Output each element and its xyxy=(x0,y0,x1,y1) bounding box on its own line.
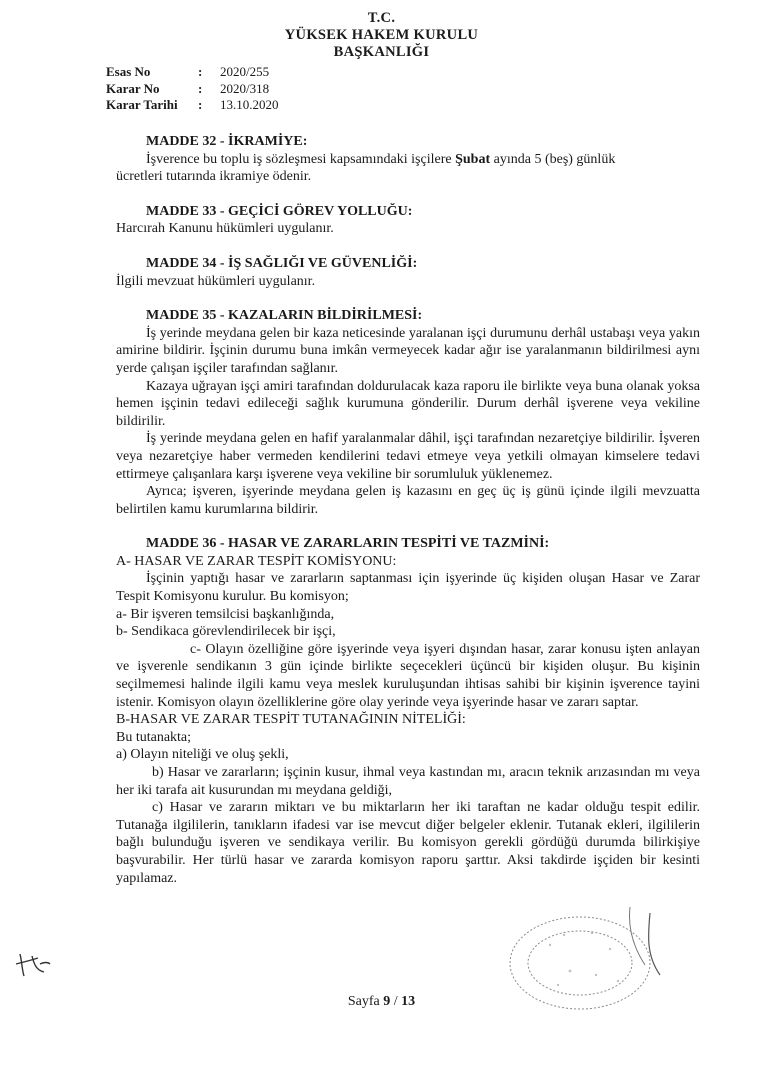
madde-35-title: MADDE 35 - KAZALARIN BİLDİRİLMESİ: xyxy=(146,308,423,324)
madde-36-list-item: c) Hasar ve zararın miktarı ve bu miktarların her iki taraftan ne kadar olduğu tespit edilir. Tutanağa ilgililerin, tanıkların ifadesi var ise mevcut diğer belgeler eklenir. Tutanak ekleri, ilgililerin bağlı bulunduğu işveren ve sendikaya verilir. Bu komisyon gerekli gördüğü durumda bilirkişiye başvurabilir. Her türlü hasar ve zararda komisyon raporu şarttır. Aksi takdirde işçiden bir kesinti yapılamaz. xyxy=(116,800,700,886)
header-tc: T.C. xyxy=(367,10,396,26)
madde-34-text: İlgili mevzuat hükümleri uygulanır. xyxy=(116,273,316,289)
meta-label: Karar Tarihi xyxy=(106,97,178,112)
madde-32-text-cont: ücretleri tutarında ikramiye ödenir. xyxy=(116,169,312,185)
meta-label: Esas No xyxy=(106,64,151,79)
meta-value: 2020/318 xyxy=(220,80,270,96)
madde-36-list-item: b- Sendikaca görevlendirilecek bir işçi, xyxy=(116,624,336,640)
madde-35-paragraph: İş yerinde meydana gelen en hafif yaralanmalar dâhil, işçi tarafından nezaretçiye bildirilir. İşveren veya nezaretçiye haber vermeden kendilerini tedavi etmeye veya yetkili olmayan kimselere tedavi ettirmeye çalışanlara karşı işverene veya vekiline bir sorumluluk yüklenemez. xyxy=(116,431,700,482)
madde-32-title: MADDE 32 - İKRAMİYE: xyxy=(146,134,308,149)
madde-35-paragraph: Ayrıca; işveren, işyerinde meydana gelen iş kazasını en geç üç iş günü içinde ilgili mevzuatta belirtilen kamu kurumlarına bildirir. xyxy=(116,484,700,517)
madde-36-list-item: c- Olayın özelliğine göre işyerinde veya işyeri dışından hasar, zarar konusu işten anlayan ve işverenle sendikanın 3 gün içinde birlikte seçecekleri üçüncü bir kişiden oluşur. Bu kişinin seçilmemesi halinde ilgili kamu veya meslek kuruluşundan ihtisas sahibi bir kişinin işverence tayini istenir. Komisyon olayın özelliklerine göre olay yerinde veya işyerinde hasar ve zararı saptar. xyxy=(116,641,700,710)
madde-33-title: MADDE 33 - GEÇİCİ GÖREV YOLLUĞU: xyxy=(146,203,413,219)
madde-35-paragraph: İş yerinde meydana gelen bir kaza neticesinde yaralanan işçi durumunu derhâl ustabaşı veya yakın amirine bildirir. İşçinin durumu buna imkân vermeyecek kadar ağır ise yaralanmanın bildirilmesi aynı yerde çalışan işçiler tarafından sağlanır. xyxy=(116,325,700,376)
madde-36-subtitle-a: A- HASAR VE ZARAR TESPİT KOMİSYONU: xyxy=(116,553,397,569)
madde-36-list-item: b) Hasar ve zararların; işçinin kusur, ihmal veya kastından mı, aracın teknik arızasından mı veya her iki tarafa ait kusurundan mı meydana geldiği, xyxy=(116,765,700,798)
page-number: Sayfa 9 / 13 xyxy=(347,994,416,1009)
case-metadata xyxy=(106,64,279,114)
madde-34-title: MADDE 34 - İŞ SAĞLIĞI VE GÜVENLİĞİ: xyxy=(146,255,418,271)
meta-row-tarih: Karar Tarihi : 13.10.2020 xyxy=(106,97,279,112)
meta-label: Karar No xyxy=(106,80,160,96)
madde-33-text: Harcırah Kanunu hükümleri uygulanır. xyxy=(116,221,334,237)
madde-36-title: MADDE 36 - HASAR VE ZARARLARIN TESPİTİ VE TAZMİNİ: xyxy=(146,536,550,552)
madde-32-text: İşverence bu toplu iş sözleşmesi kapsamındaki işçilere Şubat ayında 5 (beş) günlük xyxy=(146,151,616,167)
handwritten-initials xyxy=(14,950,54,980)
meta-value: 2020/255 xyxy=(220,64,270,79)
madde-36-list-item: a) Olayın niteliği ve oluş şekli, xyxy=(116,747,289,763)
madde-36-list-item: a- Bir işveren temsilcisi başkanlığında, xyxy=(116,606,335,622)
header-institution: YÜKSEK HAKEM KURULU xyxy=(284,27,479,43)
meta-row-esas: Esas No : 2020/255 xyxy=(106,64,270,79)
madde-36-paragraph: İşçinin yaptığı hasar ve zararların saptanması için işyerinde üç kişiden oluşan Hasar ve Zarar Tespit Komisyonu kurulur. Bu komisyon; xyxy=(116,571,700,605)
meta-row-karar: Karar No : 2020/318 xyxy=(106,80,270,96)
madde-36-subtitle-b: B-HASAR VE ZARAR TESPİT TUTANAĞININ NİTELİĞİ: xyxy=(116,712,466,728)
document-body xyxy=(116,133,700,887)
madde-36-text: Bu tutanakta; xyxy=(116,729,192,745)
madde-35-paragraph: Kazaya uğrayan işçi amiri tarafından doldurulacak kaza raporu ile birlikte veya buna olanak yoksa hemen işçinin tedavi edileceği sağlık kurumuna gönderilir. Durum derhâl işverene veya vekiline bildirilir. xyxy=(116,378,700,429)
meta-value: 13.10.2020 xyxy=(220,97,279,112)
header-presidency: BAŞKANLIĞI xyxy=(333,44,430,60)
